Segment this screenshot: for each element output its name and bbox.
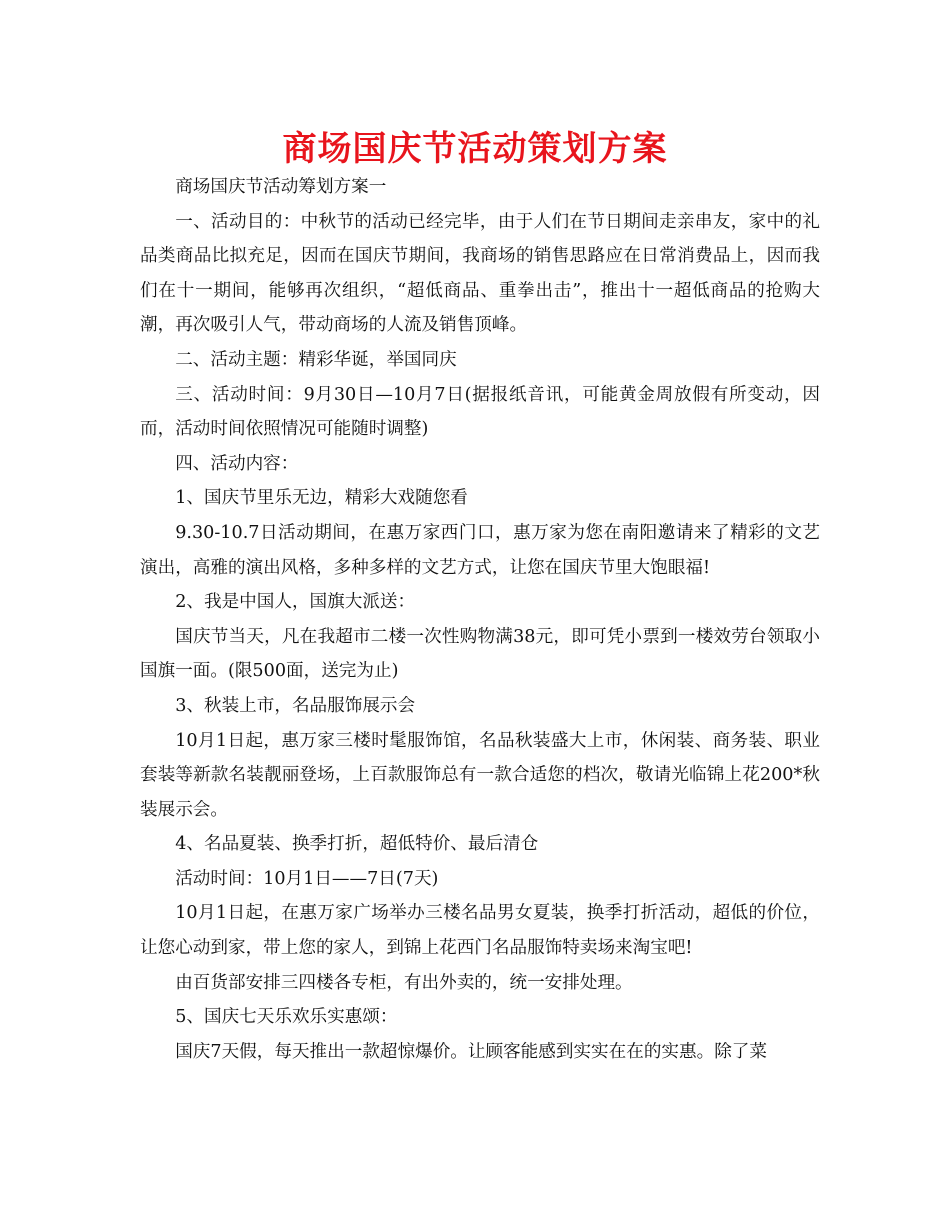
paragraph: 2、我是中国人，国旗大派送： <box>175 592 416 613</box>
paragraph: 商场国庆节活动筹划方案一 <box>175 177 387 197</box>
paragraph: 由百货部安排三四楼各专柜，有出外卖的，统一安排处理。 <box>175 972 633 993</box>
paragraph: 10月1日起，惠万家三楼时髦服饰馆，名品秋装盛大上市，休闲装、商务装、职业套装等新款名装靓丽登场，上百款服饰总有一款合适您的档次，敬请光临锦上花200*秋装展示会。 <box>140 730 820 820</box>
paragraph: 二、活动主题：精彩华诞，举国同庆 <box>175 349 457 370</box>
document-body <box>140 170 820 1069</box>
paragraph: 三、活动时间：9月30日—10月7日(据报纸音讯，可能黄金周放假有所变动，因而，活动时间依照情况可能随时调整) <box>140 384 820 440</box>
paragraph: 一、活动目的：中秋节的活动已经完毕，由于人们在节日期间走亲串友，家中的礼品类商品比拟充足，因而在国庆节期间，我商场的销售思路应在日常消费品上，因而我们在十一期间，能够再次组织，“超低商品、重拳出击”，推出十一超低商品的抢购大潮，再次吸引人气，带动商场的人流及销售顶峰。 <box>140 211 820 336</box>
paragraph: 9.30-10.7日活动期间，在惠万家西门口，惠万家为您在南阳邀请来了精彩的文艺演出，高雅的演出风格，多种多样的文艺方式，让您在国庆节里大饱眼福! <box>140 522 820 578</box>
paragraph: 活动时间：10月1日——7日(7天) <box>175 868 439 889</box>
paragraph: 国庆节当天，凡在我超市二楼一次性购物满38元，即可凭小票到一楼效劳台领取小国旗一面。(限500面，送完为止) <box>140 626 820 682</box>
paragraph: 四、活动内容： <box>175 453 299 474</box>
paragraph: 10月1日起，在惠万家广场举办三楼名品男女夏装，换季打折活动，超低的价位，让您心动到家，带上您的家人，到锦上花西门名品服饰特卖场来淘宝吧! <box>140 903 820 959</box>
document-title: 商场国庆节活动策划方案 <box>282 129 668 169</box>
paragraph: 5、国庆七天乐欢乐实惠颂： <box>175 1007 398 1028</box>
paragraph: 4、名品夏装、换季打折，超低特价、最后清仓 <box>175 834 539 855</box>
paragraph: 国庆7天假，每天推出一款超惊爆价。让顾客能感到实实在在的实惠。除了菜 <box>175 1041 767 1062</box>
paragraph: 1、国庆节里乐无边，精彩大戏随您看 <box>175 488 468 509</box>
paragraph: 3、秋装上市，名品服饰展示会 <box>175 695 416 716</box>
